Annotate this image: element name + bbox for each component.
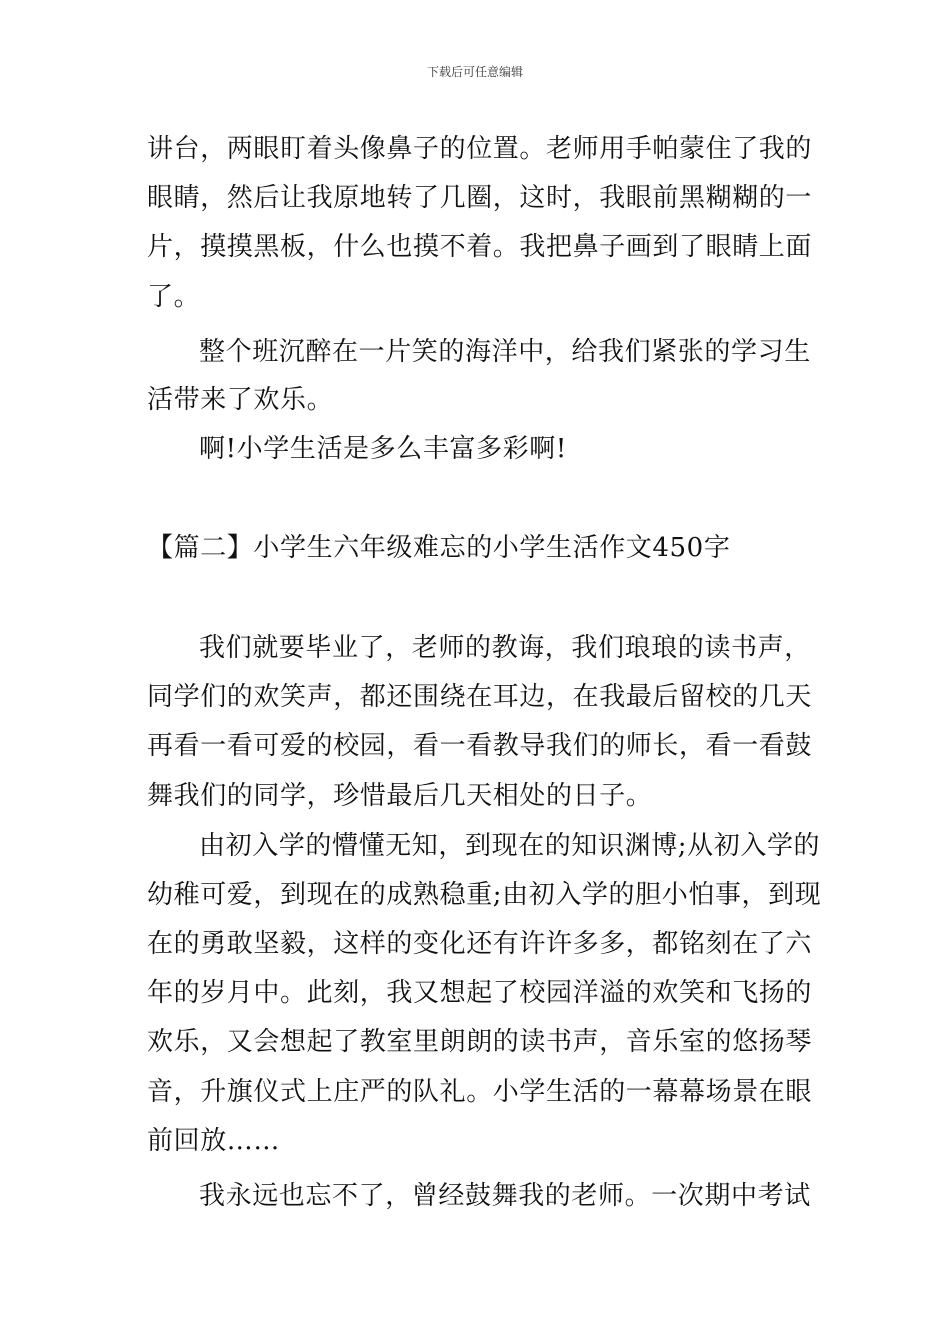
text-line: 整个班沉醉在一片笑的海洋中，给我们紧张的学习生 (199, 337, 811, 367)
text-line: 同学们的欢笑声，都还围绕在耳边，在我最后留校的几天 (147, 682, 813, 712)
text-line: 活带来了欢乐。 (147, 385, 334, 415)
text-line: 由初入学的懵懂无知，到现在的知识渊博;从初入学的 (199, 831, 821, 861)
text-line: 眼睛，然后让我原地转了几圈，这时，我眼前黑糊糊的一 (147, 183, 813, 213)
section-title: 【篇二】小学生六年级难忘的小学生活作文450字 (147, 533, 731, 563)
page-header-note: 下载后可任意编辑 (426, 65, 523, 79)
text-line: 再看一看可爱的校园，看一看教导我们的师长，看一看鼓 (147, 731, 813, 761)
text-line: 舞我们的同学，珍惜最后几天相处的日子。 (147, 781, 653, 811)
text-line: 了。 (147, 282, 201, 312)
text-line: 前回放…… (147, 1126, 281, 1156)
text-line: 在的勇敢坚毅，这样的变化还有许许多多，都铭刻在了六 (147, 929, 813, 959)
text-line: 片，摸摸黑板，什么也摸不着。我把鼻子画到了眼睛上面 (147, 232, 813, 262)
text-line: 幼稚可爱，到现在的成熟稳重;由初入学的胆小怕事，到现 (147, 880, 822, 910)
text-line: 欢乐，又会想起了教室里朗朗的读书声，音乐室的悠扬琴 (147, 1027, 813, 1057)
text-line: 我永远也忘不了，曾经鼓舞我的老师。一次期中考试 (199, 1181, 811, 1211)
text-line: 我们就要毕业了，老师的教诲，我们琅琅的读书声， (199, 633, 811, 663)
text-line: 讲台，两眼盯着头像鼻子的位置。老师用手帕蒙住了我的 (147, 134, 813, 164)
text-line: 啊!小学生活是多么丰富多彩啊! (199, 434, 567, 464)
text-line: 音，升旗仪式上庄严的队礼。小学生活的一幕幕场景在眼 (147, 1077, 813, 1107)
text-line: 年的岁月中。此刻，我又想起了校园洋溢的欢笑和飞扬的 (147, 978, 813, 1008)
